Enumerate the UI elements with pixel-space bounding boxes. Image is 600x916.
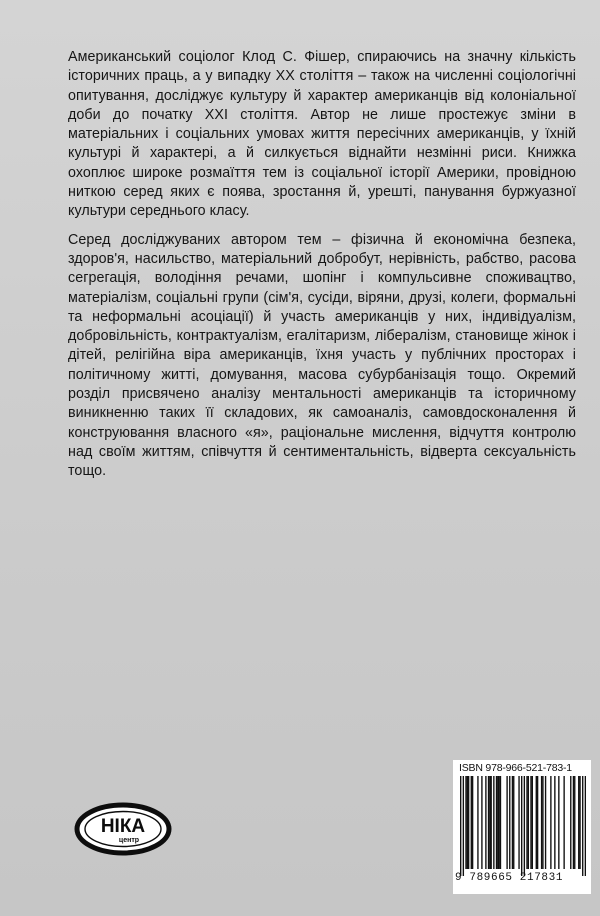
barcode-bar [528, 776, 529, 869]
barcode-bar [509, 776, 510, 869]
barcode-bar [481, 776, 482, 869]
barcode-bar [506, 776, 507, 869]
barcode-bar [558, 776, 559, 869]
barcode-bar [460, 776, 461, 876]
barcode-digits: 9 789665 217831 [455, 872, 564, 884]
barcode-bar [500, 776, 501, 869]
barcode-bar [579, 776, 580, 869]
barcode-bar [574, 776, 575, 869]
barcode-bar [467, 776, 468, 869]
barcode-bar [537, 776, 538, 869]
barcode-bar [465, 776, 466, 869]
barcode-bar [485, 776, 486, 869]
publisher-name: НІКА [100, 816, 146, 837]
annotation-paragraph-1: Американський соціолог Клод С. Фішер, спираючись на значну кількість історичних праць, а у випадку XX століття – також на численні соціологічні опитування, досліджує культуру й характер американців від колоніальної доби до початку XXI століття. Автор не лише простежує зміни в матеріальних і соціальних умовах життя пересічних американців, у їхній культурі й характері, а й силкується віднайти незмінні риси. Книжка охоплює широке розмаїття тем із соціальної історії Америки, провідною ниткою серед яких є поява, зростання й, урешті, панування буржуазної культури середнього класу. [68, 49, 576, 220]
barcode-bar [530, 776, 531, 869]
annotation-text [68, 48, 576, 491]
publisher-subname: центр [118, 837, 140, 844]
isbn-barcode-block [453, 760, 591, 894]
barcode-bar [541, 776, 542, 869]
barcode-bar [521, 776, 522, 876]
barcode-bar [518, 776, 519, 869]
barcode-bar [493, 776, 494, 869]
barcode-bar [471, 776, 472, 869]
barcode [460, 776, 586, 876]
publisher-logo [74, 802, 172, 856]
barcode-bar [573, 776, 574, 869]
barcode-bar [491, 776, 492, 869]
barcode-bar [582, 776, 583, 876]
barcode-bar [570, 776, 571, 869]
annotation-paragraph-2: Серед досліджуваних автором тем – фізична й економічна безпека, здоров'я, насильство, матеріальний добробут, нерівність, рабство, расова сегрегація, володіння речами, шопінг і компульсивне споживацтво, матеріалізм, соціальні групи (сім'я, сусіди, віряни, друзі, колеги, формальні та неформальні асоціації) й участь американців у них, індивідуалізм, добровільність, контрактуалізм, егалітаризм, лібералізм, становище жінок і дітей, релігійна віра американців, їхня участь у публічних просторах і політичному житті, домування, масова субурбанізація тощо. Окремий розділ присвячено аналізу ментальності американців та історичному виникненню таких її складових, як самоаналіз, самовдосконалення й конструювання власного «я», раціональне мислення, відчуття контролю над своїм життям, співчуття й сентиментальність, відверта сексуальність тощо. [68, 231, 576, 480]
barcode-bar [536, 776, 537, 869]
barcode-bar [468, 776, 469, 869]
barcode-bar [526, 776, 527, 869]
barcode-bar [498, 776, 499, 869]
barcode-bar [497, 776, 498, 869]
barcode-bar [488, 776, 489, 869]
barcode-bar [550, 776, 551, 869]
barcode-bar [524, 776, 525, 876]
barcode-bar [545, 776, 546, 869]
barcode-bar [496, 776, 497, 869]
barcode-bar [585, 776, 586, 876]
barcode-bar [477, 776, 478, 869]
barcode-bar [554, 776, 555, 869]
barcode-bar [513, 776, 514, 869]
barcode-bar [542, 776, 543, 869]
barcode-bar [489, 776, 490, 869]
barcode-bar [512, 776, 513, 869]
barcode-bar [532, 776, 533, 869]
barcode-bar [472, 776, 473, 869]
barcode-bar [578, 776, 579, 869]
isbn-label: ISBN 978-966-521-783-1 [459, 762, 572, 774]
barcode-bar [463, 776, 464, 876]
barcode-bar [563, 776, 564, 869]
